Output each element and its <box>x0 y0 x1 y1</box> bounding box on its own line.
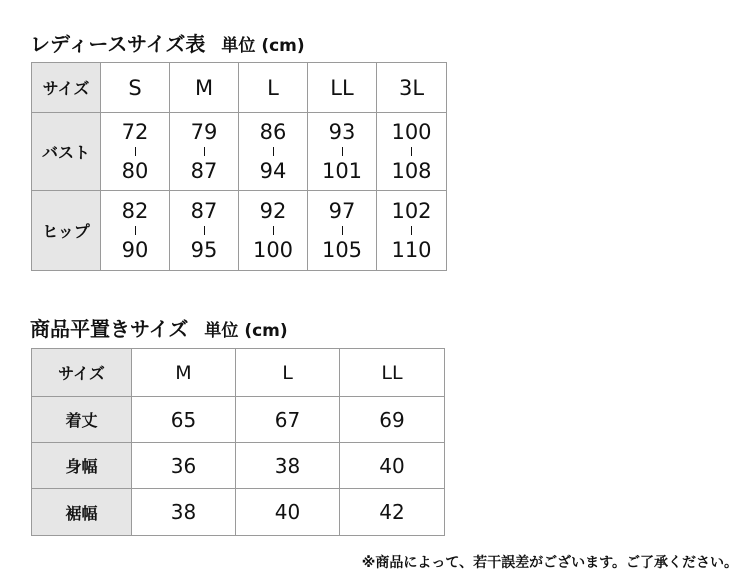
tolerance-note: ※商品によって、若干誤差がございます。ご了承ください。 <box>361 555 738 571</box>
hip-label: ヒップ <box>32 191 101 271</box>
ladies-size-s: S <box>101 63 170 113</box>
range-separator <box>204 226 205 235</box>
ladies-size-m: M <box>170 63 239 113</box>
hip-range-3l <box>377 191 447 271</box>
ladies-size-l: L <box>239 63 308 113</box>
range-max: 101 <box>321 158 363 183</box>
ladies-size-title: レディースサイズ表 <box>30 32 206 56</box>
body-width-row <box>32 443 445 489</box>
hip-range-ll <box>308 191 377 271</box>
body-width-value-m: 36 <box>132 443 236 489</box>
range-max: 108 <box>391 158 432 183</box>
bust-label: バスト <box>32 113 101 191</box>
ladies-corner-cell: サイズ <box>32 63 101 113</box>
hip-range-l <box>239 191 308 271</box>
range-min: 100 <box>391 119 432 144</box>
range-separator <box>135 147 136 156</box>
range-separator <box>342 226 343 235</box>
range-min: 102 <box>391 198 432 223</box>
bust-range-s <box>101 113 170 191</box>
bust-range-l <box>239 113 308 191</box>
length-value-m: 65 <box>132 397 236 443</box>
hem-width-value-l: 40 <box>236 489 340 536</box>
ladies-header-row <box>32 63 447 113</box>
range-max: 100 <box>252 237 294 262</box>
bust-range-3l <box>377 113 447 191</box>
flat-size-m: M <box>132 349 236 397</box>
hip-range-s <box>101 191 170 271</box>
length-row <box>32 397 445 443</box>
range-separator <box>135 226 136 235</box>
ladies-size-3l: 3L <box>377 63 447 113</box>
range-max: 90 <box>121 237 149 262</box>
bust-range-m <box>170 113 239 191</box>
range-min: 97 <box>328 198 356 223</box>
range-separator <box>342 147 343 156</box>
range-max: 87 <box>190 158 218 183</box>
range-max: 105 <box>321 237 363 262</box>
length-value-ll: 69 <box>340 397 445 443</box>
range-min: 79 <box>190 119 218 144</box>
body-width-value-l: 38 <box>236 443 340 489</box>
range-separator <box>204 147 205 156</box>
range-separator <box>273 147 274 156</box>
range-min: 86 <box>259 119 287 144</box>
range-min: 92 <box>259 198 287 223</box>
ladies-size-heading <box>30 28 305 57</box>
range-max: 94 <box>259 158 287 183</box>
range-min: 82 <box>121 198 149 223</box>
bust-range-ll <box>308 113 377 191</box>
range-min: 72 <box>121 119 149 144</box>
ladies-size-unit: 単位 (cm) <box>221 36 305 56</box>
length-value-l: 67 <box>236 397 340 443</box>
flat-size-table <box>31 348 445 536</box>
length-label: 着丈 <box>32 397 132 443</box>
ladies-size-ll: LL <box>308 63 377 113</box>
flat-size-heading <box>30 313 288 342</box>
hem-width-value-m: 38 <box>132 489 236 536</box>
flat-header-row <box>32 349 445 397</box>
flat-size-unit: 単位 (cm) <box>204 321 288 341</box>
hem-width-label: 裾幅 <box>32 489 132 536</box>
range-min: 87 <box>190 198 218 223</box>
range-max: 110 <box>391 237 432 262</box>
hip-range-m <box>170 191 239 271</box>
body-width-value-ll: 40 <box>340 443 445 489</box>
flat-size-title: 商品平置きサイズ <box>30 317 189 341</box>
ladies-size-table <box>31 62 447 271</box>
range-min: 93 <box>328 119 356 144</box>
hem-width-row <box>32 489 445 536</box>
range-separator <box>273 226 274 235</box>
ladies-bust-row <box>32 113 447 191</box>
ladies-hip-row <box>32 191 447 271</box>
flat-size-ll: LL <box>340 349 445 397</box>
range-max: 95 <box>190 237 218 262</box>
body-width-label: 身幅 <box>32 443 132 489</box>
flat-corner-cell: サイズ <box>32 349 132 397</box>
hem-width-value-ll: 42 <box>340 489 445 536</box>
flat-size-l: L <box>236 349 340 397</box>
range-max: 80 <box>121 158 149 183</box>
range-separator <box>411 226 412 235</box>
range-separator <box>411 147 412 156</box>
